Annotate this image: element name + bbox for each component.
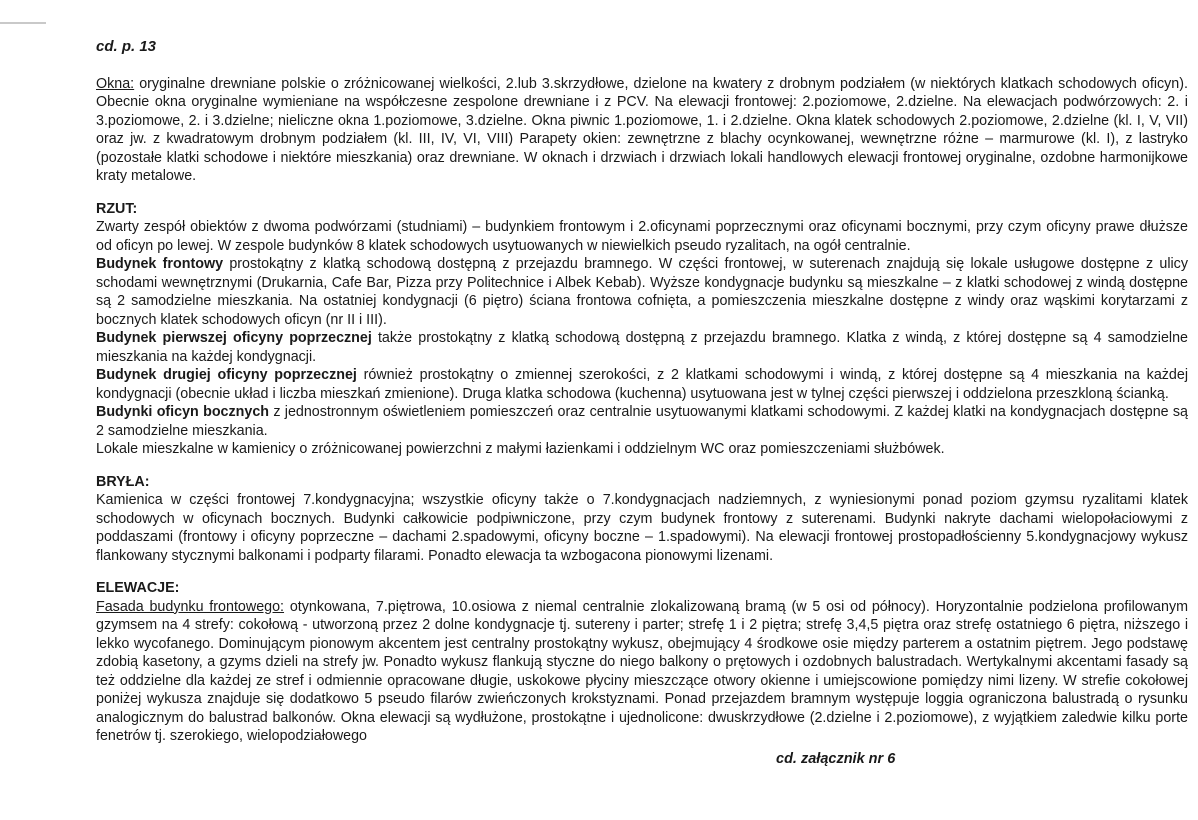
bryla-paragraph: Kamienica w części frontowej 7.kondygnacyjna; wszystkie oficyny także o 7.kondygnacjach nadziemnych, z wyniesionymi ponad poziom gzymsu ryzalitami klatek schodowych w oficynach bocznych. Budynki całkowicie podpiwniczone, przy czym budynek frontowy z suterenami. Budynki nakryte dachami wielopołaciowymi z poddaszami (frontowy i oficyny poprzeczne – dachami 2.spadowymi, oficyny boczne – 1.spadowymi). Na elewacji frontowej prostopadłościenny 5.kondygnacjowy wykusz flankowany stycznymi balkonami i podparty filarami. Ponadto elewacja ta wzbogacona pionowymi lizenami. — [96, 492, 1188, 564]
rzut-closing: Lokale mieszkalne w kamienicy o zróżnicowanej powierzchni z małymi łazienkami i oddzielnym WC oraz pomieszczeniami służbówek. — [96, 441, 945, 457]
rzut-intro: Zwarty zespół obiektów z dwoma podwórzami (studniami) – budynkiem frontowym i 2.oficynami poprzecznymi oraz oficynami bocznymi, przy czym oficyny prawe dłuższe od oficyn po lewej. W zespole budynków 8 klatek schodowych usytuowanych w niewielkich pseudo ryzalitach, na ogół centralnie. — [96, 219, 1188, 254]
bryla-heading: BRYŁA: — [96, 473, 150, 490]
scan-edge-mark — [0, 0, 46, 24]
section-bryla — [96, 473, 1188, 566]
rzut-paragraph-frontowy — [96, 255, 1188, 329]
rzut-p2-bold: Budynek pierwszej oficyny poprzecznej — [96, 330, 372, 346]
rzut-p3-text: również prostokątny o zmiennej szerokości, z 2 klatkami schodowymi i windą, z której dostępne są 4 mieszkania na każdej kondygnacji (obecnie układ i liczba mieszkań zmienione). Druga klatka schodowa (kuchenna) usytuowana jest w tylnej części pierwszej i oddzielona przeszkloną ścianką. — [96, 367, 1189, 402]
rzut-paragraph-druga-oficyna — [96, 366, 1188, 403]
page-footer: cd. załącznik nr 6 — [776, 751, 896, 767]
section-rzut — [96, 200, 1188, 459]
elewacje-text: otynkowana, 7.piętrowa, 10.osiowa z niemal centralnie zlokalizowaną bramą (w 5 osi od północy). Horyzontalnie podzielona profilowanym gzymsem na 4 strefy: cokołową - utworzoną przez 2 dolne kondygnacje tj. sutereny i parter; strefę 1 i 2 piętra; strefę 3,4,5 piętra oraz strefę ostatniego 6 piętra, niższego i lekko wycofanego. Dominującym pionowym akcentem jest centralny prostokątny wykusz, obejmujący 4 środkowe osie między parterem a ostatnim piętrem. Jego podstawę zdobią kasetony, a gzyms dzieli na strefy jw. Ponadto wykusz flankują styczne do niego balkony o prętowych i ozdobnych balustradach. Wertykalnymi akcentami fasady są też oddzielne dla każdej ze stref i odmiennie opracowane długie, uskokowe płyciny mieszczące otwory okienne i umiejscowione pomiędzy nimi lizeny. W strefie cokołowej poniżej wykusza znajduje się dodatkowo 5 pseudo filarów zwieńczonych krokstyznami. Ponad przejazdem bramnym występuje loggia ograniczona balustradą o rysunku analogicznym do balustrad balkonów. Okna elewacji są wydłużone, prostokątne i ujednolicone: dwuskrzydłowe (2.dzielne i 2.poziomowe), z wyjątkiem zaledwie kilku porte fenetrów tj. szerokiego, wielopodziałowego — [96, 598, 1188, 744]
rzut-paragraph-oficyny-boczne — [96, 403, 1188, 440]
elewacje-heading: ELEWACJE: — [96, 580, 180, 596]
rzut-paragraph-pierwsza-oficyna — [96, 329, 1188, 366]
rzut-heading: RZUT: — [96, 200, 138, 217]
elewacje-paragraph — [96, 598, 1188, 746]
elewacje-label: Fasada budynku frontowego: — [96, 598, 285, 615]
section-okna — [96, 75, 1188, 186]
rzut-p4-text: z jednostronnym oświetleniem pomieszczeń oraz centralnie usytuowanymi klatkami schodowymi. Z każdej klatki na kondygnacjach dostępne są 2 samodzielne mieszkania. — [96, 404, 1188, 439]
okna-paragraph — [96, 75, 1188, 186]
page-header: cd. p. 13 — [96, 38, 157, 55]
rzut-p3-bold: Budynek drugiej oficyny poprzecznej — [96, 367, 357, 383]
okna-label: Okna: — [96, 75, 135, 92]
section-elewacje — [96, 579, 1188, 746]
rzut-p1-bold: Budynek frontowy — [96, 256, 224, 272]
okna-text: oryginalne drewniane polskie o zróżnicowanej wielkości, 2.lub 3.skrzydłowe, dzielone na kwatery z drobnym podziałem (w niektórych klatkach schodowych oficyn). Obecnie okna oryginalne wymieniane na współczesne zespolone drewniane i z PCV. Na elewacji frontowej: 2.poziomowe, 2.dzielne. Na elewacjach podwórzowych: 2. i 3.poziomowe, 2. i 3.dzielne; nieliczne okna 1.poziomowe, 3.dzielne. Okna piwnic 1.poziomowe, 1. i 2.dzielne. Okna klatek schodowych 2.poziomowe, 2.dzielne (kl. I, V, VII) oraz jw. z kwadratowym drobnym podziałem (kl. III, IV, VI, VIII) Parapety okien: zewnętrzne z blachy ocynkowanej, wewnętrzne różne – marmurowe (kl. I), z lastryko (pozostałe klatki schodowe i niektóre mieszkania) oraz drewniane. W oknach i drzwiach i drzwiach lokali handlowych elewacji frontowej oryginalne, ozdobne harmonijkowe kraty metalowe. — [96, 75, 1188, 184]
document-page — [96, 38, 1188, 760]
rzut-p2-text: także prostokątny z klatką schodową dostępną z przejazdu bramnego. Klatka z windą, z której dostępne są 4 samodzielne mieszkania na każdej kondygnacji. — [96, 330, 1188, 365]
rzut-p1-text: prostokątny z klatką schodową dostępną z przejazdu bramnego. W części frontowej, w suterenach znajdują się lokale usługowe dostępne z ulicy schodami wewnętrznymi (Drukarnia, Cafe Bar, Pizza przy Politechnice i Albek Kebab). Wyższe kondygnacje budynku są mieszkalne – z klatki schodowej z windą dostępne są 2 samodzielne mieszkania. Na ostatniej kondygnacji (6 piętro) ściana frontowa cofnięta, a pomieszczenia mieszkalne dostępne z windy oraz wąskimi korytarzami z bocznych klatek schodowych oficyn (nr II i III). — [96, 256, 1188, 328]
rzut-p4-bold: Budynki oficyn bocznych — [96, 404, 270, 420]
